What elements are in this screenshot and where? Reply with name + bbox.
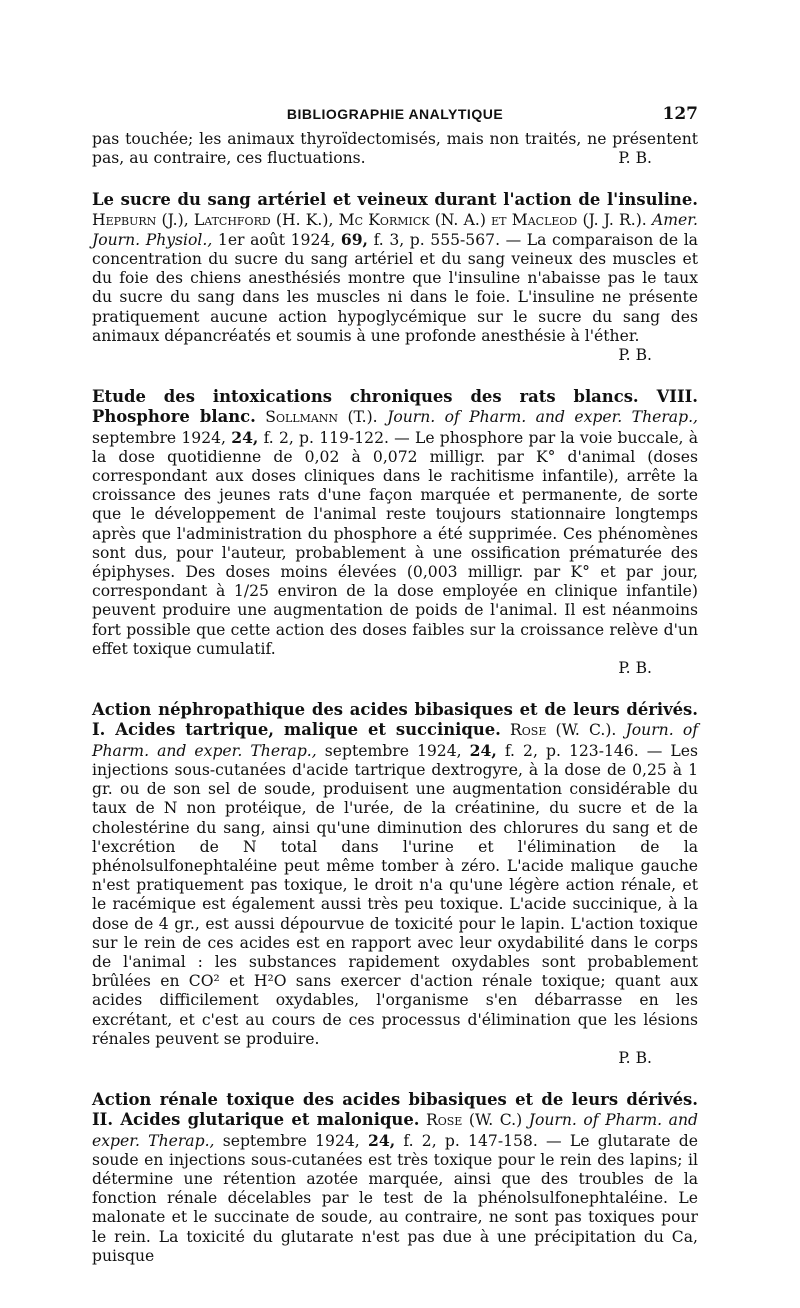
entry-authors: Rose (W. C.) bbox=[426, 1111, 523, 1130]
entry-date: 1er août 1924, bbox=[217, 230, 336, 249]
bibliography-entry bbox=[92, 1090, 698, 1266]
entry-reference: f. 2, p. 123-146. — bbox=[504, 741, 663, 760]
entry-initials: P. B. bbox=[618, 1048, 652, 1067]
entry-title: Action néphropathique des acides bibasiques et de leurs dérivés. I. Acides tartrique, malique et succinique. bbox=[92, 700, 698, 740]
entry-abstract: La comparaison de la concentration du sucre du sang artériel et du sang veineux des muscles et du foie des chiens anesthésiés montre que l'insuline n'abaisse pas le taux du sucre du sang dans les muscles ni dans le foie. L'insuline ne présente pratiquement aucune action hypoglycémique sur le sucre du sang des animaux dépancréatés et soumis à une profonde anesthésie à l'éther. bbox=[92, 230, 698, 345]
entry-volume: 24, bbox=[469, 740, 497, 760]
entry-journal: Amer. Journ. Physiol., bbox=[92, 210, 698, 249]
body-text bbox=[92, 130, 698, 1266]
continuation-paragraph bbox=[92, 130, 698, 168]
entry-reference: f. 2, p. 119-122. — bbox=[263, 428, 410, 447]
entry-abstract: Le phosphore par la voie buccale, à la dose quotidienne de 0,02 à 0,072 milligr. par K° d'animal (doses correspondant aux doses cliniques dans le rachitisme infantile), arrête la croissance des jeunes rats d'une façon marquée et permanente, de sorte que le développement de l'animal reste toujours stationnaire longtemps après que l'administration du phosphore a été supprimée. Ces phénomènes sont dus, pour l'auteur, probablement à une ossification prématurée des épiphyses. Des doses moins élevées (0,003 milligr. par K° et par jour, correspondant à 1/25 environ de la dose employée en clinique infantile) peuvent produire une augmentation de poids de l'animal. Il est néanmoins fort possible que cette action des doses faibles sur la croissance relève d'un effet toxique cumulatif. bbox=[92, 428, 699, 658]
entry-title: Le sucre du sang artériel et veineux durant l'action de l'insuline. bbox=[92, 190, 698, 210]
entry-date: septembre 1924, bbox=[92, 428, 227, 447]
entry-volume: 24, bbox=[368, 1130, 396, 1150]
entry-date: septembre 1924, bbox=[324, 741, 462, 760]
entry-initials: P. B. bbox=[618, 346, 652, 365]
entry-journal: Journ. of Pharm. and exper. Therap., bbox=[92, 721, 698, 760]
page-number: 127 bbox=[662, 104, 698, 124]
entry-journal: Journ. of Pharm. and exper. Therap., bbox=[387, 408, 698, 427]
entry-initials: P. B. bbox=[618, 659, 652, 678]
running-title: BIBLIOGRAPHIE ANALYTIQUE bbox=[286, 106, 504, 122]
entry-abstract: Les injections sous-cutanées d'acide tartrique dextrogyre, à la dose de 0,25 à 1 gr. ou de son sel de soude, produisent une augmentation considérable du taux de N non protéique, de l'urée, de la créatinine, du sucre et de la cholestérine du sang, ainsi qu'une diminution des chlorures du sang et de l'excrétion de N total dans l'urine et l'élimination de la phénolsulfonephtaléine peut même tomber à zéro. L'acide malique gauche n'est pratiquement pas toxique, le droit n'a qu'une légère action rénale, et le racémique est également aussi très peu toxique. L'acide succinique, à la dose de 4 gr., est aussi dépourvue de toxicité pour le lapin. L'action toxique sur le rein de ces acides est en rapport avec leur oxydabilité dans le corps de l'animal : les substances rapidement oxydables sont probablement brûlées en CO² et H²O sans exercer d'action rénale toxique; quant aux acides difficilement oxydables, l'organisme s'en débarrasse en les excrétant, et c'est au cours de ces processus d'élimination que les lésions rénales peuvent se produire. bbox=[92, 741, 698, 1048]
entry-journal: Journ. of Pharm. and exper. Therap., bbox=[92, 1111, 698, 1150]
page-header bbox=[92, 104, 698, 128]
entry-volume: 24, bbox=[231, 427, 259, 447]
bibliography-entry bbox=[92, 190, 698, 365]
entry-volume: 69, bbox=[340, 229, 368, 249]
entry-authors: Hepburn (J.), Latchford (H. K.), Mc Kormick (N. A.) et Macleod (J. J. R.). bbox=[92, 210, 647, 229]
entry-reference: f. 3, p. 555-567. — bbox=[373, 230, 522, 249]
bibliography-entry bbox=[92, 387, 698, 678]
entry-date: septembre 1924, bbox=[222, 1131, 360, 1150]
bibliography-entry bbox=[92, 700, 698, 1068]
continuation-initials: P. B. bbox=[618, 149, 652, 168]
entry-authors: Rose (W. C.). bbox=[510, 721, 617, 740]
entry-title: Etude des intoxications chroniques des rats blancs. VIII. Phosphore blanc. bbox=[92, 387, 698, 427]
entry-abstract: Le glutarate de soude en injections sous-cutanées est très toxique pour le rein des lapins; il détermine une rétention azotée marquée, ainsi que des troubles de la fonction rénale décelables par le test de la phénolsulfonephtaléine. Le malonate et le succinate de soude, au contraire, ne sont pas toxiques pour le rein. La toxicité du glutarate n'est pas due à une précipitation du Ca, puisque bbox=[92, 1131, 698, 1265]
entry-reference: f. 2, p. 147-158. — bbox=[403, 1131, 562, 1150]
entry-authors: Sollmann (T.). bbox=[265, 408, 378, 427]
entry-title: Action rénale toxique des acides bibasiques et de leurs dérivés. II. Acides glutarique et malonique. bbox=[92, 1090, 698, 1130]
continuation-text: pas touchée; les animaux thyroïdectomisés, mais non traités, ne présentent pas, au contraire, ces fluctuations. bbox=[92, 130, 698, 168]
